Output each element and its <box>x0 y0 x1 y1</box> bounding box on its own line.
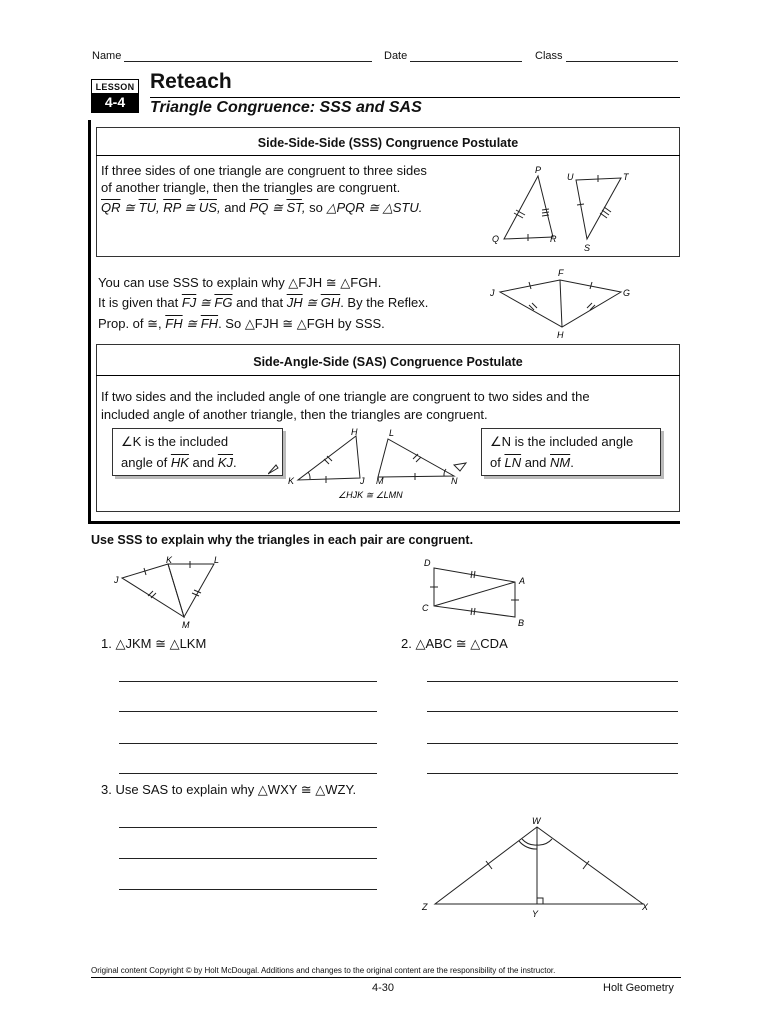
copyright-notice: Original content Copyright © by Holt McDougal. Additions and changes to the original content are the responsibility of the instructor. <box>91 966 556 975</box>
label-u: U <box>567 172 574 182</box>
sss-divider <box>96 155 680 156</box>
label-g: G <box>623 288 631 298</box>
sas-angle-label: ∠HJK ≅ ∠LMN <box>338 490 403 500</box>
answer-line[interactable] <box>119 680 377 682</box>
answer-line[interactable] <box>427 710 678 712</box>
name-row <box>92 50 372 62</box>
sas-divider <box>96 375 680 376</box>
label-b2: B <box>518 618 525 628</box>
sss-text-1: If three sides of one triangle are congruent to three sides <box>101 163 427 178</box>
date-row <box>384 50 522 62</box>
label-t: T <box>623 172 629 182</box>
label-w3: W <box>532 816 541 826</box>
kite-figure <box>486 266 636 342</box>
label-sas-j: J <box>360 476 365 486</box>
sss-statement: $\overline{QR}$ ≅ $\overline{TU}$, $\overline{RP}$ ≅ $\overline{US}$, and $\overline{PQ}$ ≅ $\overline{ST}$, so △PQR ≅ △STU. <box>101 200 423 215</box>
lesson-number: 4-4 <box>92 93 138 112</box>
label-d2: D <box>424 558 431 568</box>
sas-triangles-figure <box>268 425 478 505</box>
label-p: P <box>535 165 542 175</box>
label-l1: L <box>214 555 220 565</box>
label-sas-h: H <box>351 427 358 437</box>
page-subtitle: Triangle Congruence: SSS and SAS <box>150 99 422 116</box>
label-h: H <box>557 330 564 340</box>
question-1: 1. △JKM ≅ △LKM <box>101 636 207 651</box>
sss-triangles-figure <box>480 160 640 255</box>
answer-line[interactable] <box>119 710 377 712</box>
answer-line[interactable] <box>119 742 377 744</box>
label-s: S <box>584 243 591 253</box>
label-sas-n: N <box>451 476 458 486</box>
label-j: J <box>490 288 495 298</box>
sas-heading: Side-Angle-Side (SAS) Congruence Postulate <box>253 355 523 369</box>
footer-rule <box>91 977 681 978</box>
name-label: Name <box>92 50 122 62</box>
page-number: 4-30 <box>372 982 395 994</box>
label-c2: C <box>422 603 429 613</box>
sss-example-2: It is given that $\overline{FJ}$ ≅ $\overline{FG}$ and that $\overline{JH}$ ≅ $\overline{GH}$. By the Reflex. <box>98 295 429 310</box>
section-left-rule <box>88 120 91 524</box>
sss-example-1: You can use SSS to explain why △FJH ≅ △FGH. <box>98 275 382 290</box>
book-title: Holt Geometry <box>603 982 674 994</box>
sas-text-2: included angle of another triangle, then the triangles are congruent. <box>101 407 488 422</box>
triangle-pqr <box>504 176 553 241</box>
question-2: 2. △ABC ≅ △CDA <box>401 636 508 651</box>
sss-example-3: Prop. of ≅, $\overline{FH}$ ≅ $\overline{FH}$. So △FJH ≅ △FGH by SSS. <box>98 316 385 331</box>
sss-text-2: of another triangle, then the triangles are congruent. <box>101 180 401 195</box>
label-sas-k: K <box>288 476 295 486</box>
callout-left: ∠K is the included angle of $\overline{HK}$ and $\overline{KJ}$. <box>112 428 283 476</box>
class-label: Class <box>535 50 563 62</box>
triangle-stu <box>576 175 621 239</box>
label-k1: K <box>166 555 173 565</box>
label-m1: M <box>182 620 190 630</box>
class-field[interactable] <box>566 51 678 62</box>
page-title: Reteach <box>150 70 232 93</box>
exercise-instruction: Use SSS to explain why the triangles in each pair are congruent. <box>91 533 474 547</box>
title-rule <box>150 97 680 98</box>
sas-text-1: If two sides and the included angle of one triangle are congruent to two sides and the <box>101 389 590 404</box>
sss-heading: Side-Side-Side (SSS) Congruence Postulate <box>257 136 519 150</box>
figure-wxy-wzy <box>418 812 658 924</box>
answer-line[interactable] <box>119 772 377 774</box>
figure-abc-cda <box>418 554 538 629</box>
name-field[interactable] <box>124 51 372 62</box>
section-bottom-rule <box>88 521 680 524</box>
answer-line[interactable] <box>119 826 377 828</box>
answer-line[interactable] <box>427 772 678 774</box>
answer-line[interactable] <box>119 857 377 859</box>
answer-line[interactable] <box>119 888 377 890</box>
question-3: 3. Use SAS to explain why △WXY ≅ △WZY. <box>101 782 357 797</box>
label-sas-l: L <box>389 428 395 438</box>
lesson-label: LESSON <box>95 82 135 92</box>
lesson-badge <box>91 79 139 113</box>
class-row <box>535 50 678 62</box>
label-x3: X <box>642 902 649 912</box>
date-field[interactable] <box>410 51 522 62</box>
date-label: Date <box>384 50 408 62</box>
label-sas-m: M <box>376 476 384 486</box>
label-f: F <box>558 268 564 278</box>
answer-line[interactable] <box>427 680 678 682</box>
answer-line[interactable] <box>427 742 678 744</box>
callout-right: ∠N is the included angle of $\overline{LN}$ and $\overline{NM}$. <box>481 428 661 476</box>
label-j1: J <box>114 575 119 585</box>
figure-jkm-lkm <box>110 553 240 635</box>
label-q: Q <box>492 234 500 244</box>
label-a2: A <box>519 576 526 586</box>
label-y3: Y <box>532 909 539 919</box>
label-r: R <box>550 234 557 244</box>
label-z3: Z <box>422 902 428 912</box>
